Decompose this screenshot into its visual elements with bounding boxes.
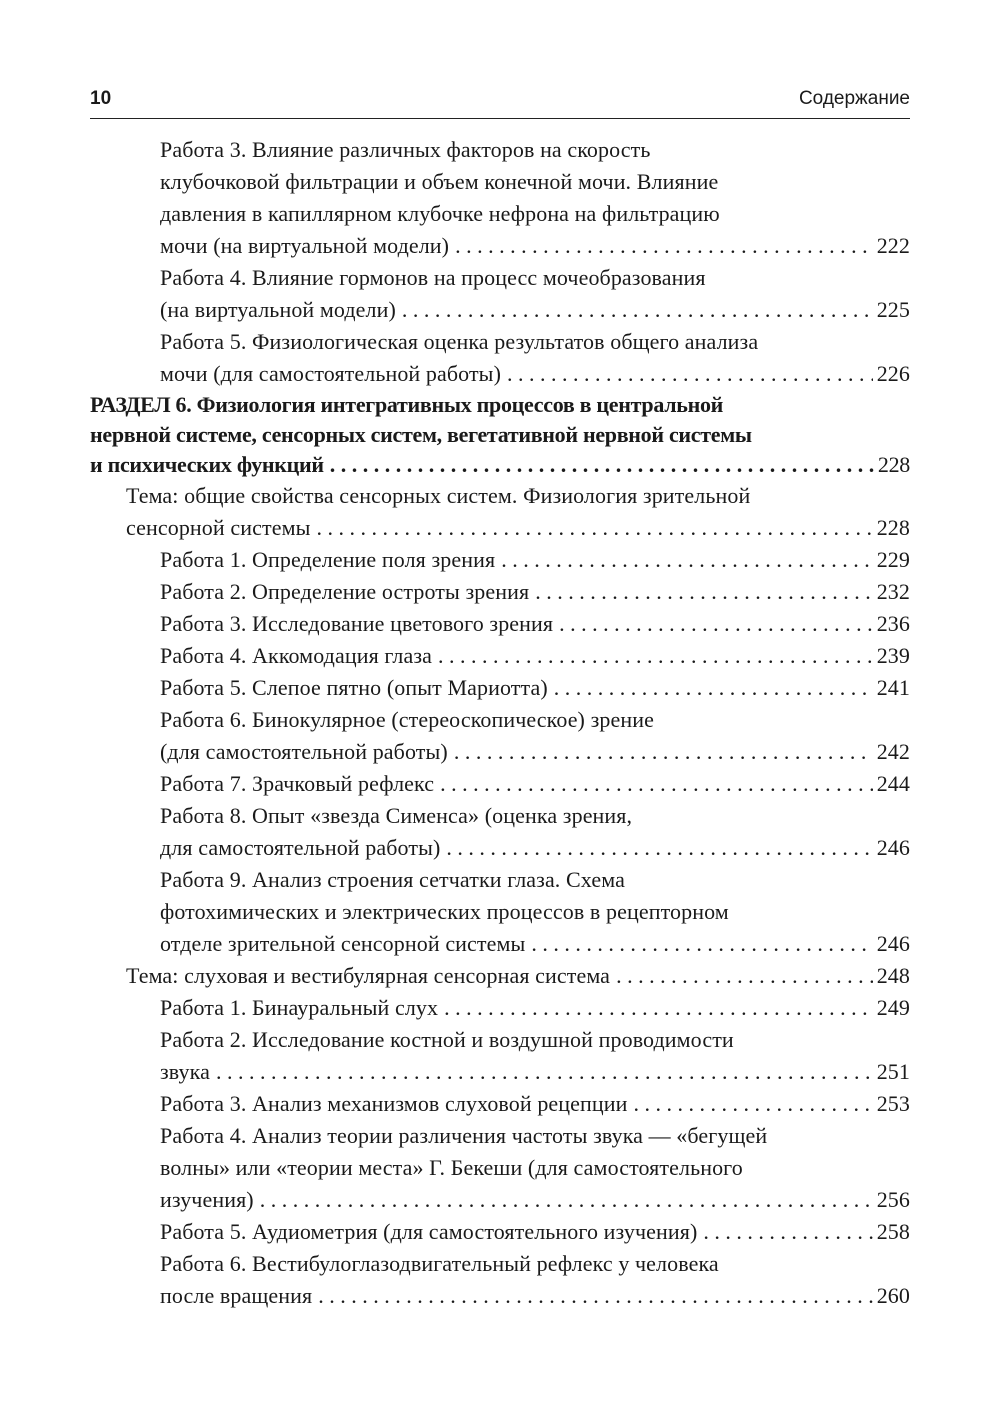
toc-entry-line: РАЗДЕЛ 6. Физиология интегративных процессов в центральной: [90, 392, 724, 417]
toc-leader-line: [160, 544, 910, 576]
dot-leader: [260, 1184, 873, 1216]
toc-entry[interactable]: [90, 1248, 910, 1312]
toc-page-number: 226: [876, 361, 910, 386]
toc-entry[interactable]: [90, 640, 910, 672]
toc-leader-line: [160, 1280, 910, 1312]
toc-leader-line: [160, 294, 910, 326]
toc-leader-line: [160, 672, 910, 704]
table-of-contents: [90, 134, 910, 1312]
toc-entry-line: Работа 3. Исследование цветового зрения: [160, 611, 554, 636]
toc-entry-line: Работа 5. Слепое пятно (опыт Мариотта): [160, 675, 548, 700]
dot-leader: [330, 450, 874, 480]
dot-leader: [316, 512, 872, 544]
dot-leader: [440, 768, 873, 800]
toc-page-number: 239: [876, 643, 910, 668]
toc-entry[interactable]: [90, 704, 910, 768]
toc-leader-line: [160, 358, 910, 390]
toc-entry-line: фотохимических и электрических процессов в рецепторном: [160, 899, 729, 924]
toc-entry-line: Тема: слуховая и вестибулярная сенсорная система: [126, 963, 611, 988]
toc-entry[interactable]: [90, 1024, 910, 1088]
toc-entry-line: Работа 2. Исследование костной и воздушной проводимости: [160, 1027, 734, 1052]
dot-leader: [535, 576, 872, 608]
toc-leader-line: [160, 576, 910, 608]
toc-page-number: 246: [876, 835, 910, 860]
dot-leader: [559, 608, 873, 640]
page-number: 10: [90, 88, 112, 109]
toc-page-number: 253: [876, 1091, 910, 1116]
dot-leader: [216, 1056, 873, 1088]
toc-page-number: 246: [876, 931, 910, 956]
toc-page-number: 244: [876, 771, 910, 796]
toc-leader-line: [160, 992, 910, 1024]
toc-entry-line: и психических функций: [90, 452, 324, 477]
toc-leader-line: [160, 928, 910, 960]
toc-entry-line: Работа 4. Анализ теории различения частоты звука — «бегущей: [160, 1123, 768, 1148]
toc-leader-line: [160, 1056, 910, 1088]
dot-leader: [402, 294, 873, 326]
toc-entry-line: волны» или «теории места» Г. Бекеши (для самостоятельного: [160, 1155, 743, 1180]
toc-entry-line: для самостоятельной работы): [160, 835, 441, 860]
toc-page-number: 248: [876, 963, 910, 988]
toc-entry-line: Работа 4. Аккомодация глаза: [160, 643, 432, 668]
toc-entry-line: Работа 5. Аудиометрия (для самостоятельного изучения): [160, 1219, 698, 1244]
toc-entry-line: Работа 4. Влияние гормонов на процесс мочеобразования: [160, 265, 706, 290]
toc-entry-line: Работа 1. Определение поля зрения: [160, 547, 496, 572]
dot-leader: [444, 992, 873, 1024]
toc-page-number: 256: [876, 1187, 910, 1212]
dot-leader: [446, 832, 872, 864]
toc-leader-line: [160, 230, 910, 262]
toc-page-number: 249: [876, 995, 910, 1020]
toc-entry[interactable]: [90, 1120, 910, 1216]
toc-topic[interactable]: [90, 480, 910, 544]
toc-entry-line: Работа 6. Вестибулоглазодвигательный рефлекс у человека: [160, 1251, 719, 1276]
dot-leader: [703, 1216, 872, 1248]
toc-leader-line: [160, 768, 910, 800]
toc-page-number: 225: [876, 297, 910, 322]
dot-leader: [501, 544, 872, 576]
toc-entry-line: Работа 3. Влияние различных факторов на скорость: [160, 137, 651, 162]
toc-entry[interactable]: [90, 134, 910, 262]
toc-entry[interactable]: [90, 262, 910, 326]
toc-entry-line: сенсорной системы: [126, 515, 311, 540]
toc-leader-line: [126, 960, 910, 992]
toc-page-number: 236: [876, 611, 910, 636]
toc-entry[interactable]: [90, 1088, 910, 1120]
toc-entry-line: Тема: общие свойства сенсорных систем. Физиология зрительной: [126, 483, 751, 508]
toc-entry[interactable]: [90, 800, 910, 864]
toc-page-number: 228: [877, 452, 910, 477]
toc-entry-line: мочи (для самостоятельной работы): [160, 361, 501, 386]
toc-entry-line: Работа 1. Бинауральный слух: [160, 995, 439, 1020]
toc-page-number: 242: [876, 739, 910, 764]
toc-entry-line: клубочковой фильтрации и объем конечной мочи. Влияние: [160, 169, 719, 194]
toc-page-number: 222: [876, 233, 910, 258]
toc-page-number: 260: [876, 1283, 910, 1308]
toc-leader-line: [160, 1216, 910, 1248]
toc-leader-line: [90, 450, 910, 480]
toc-page-number: 241: [876, 675, 910, 700]
toc-leader-line: [160, 608, 910, 640]
toc-entry[interactable]: [90, 864, 910, 960]
toc-section-heading[interactable]: [90, 390, 910, 480]
toc-leader-line: [160, 832, 910, 864]
dot-leader: [438, 640, 873, 672]
dot-leader: [454, 736, 873, 768]
toc-entry-line: нервной системе, сенсорных систем, вегетативной нервной системы: [90, 422, 752, 447]
toc-entry-line: звука: [160, 1059, 210, 1084]
toc-page-number: 229: [876, 547, 910, 572]
toc-entry[interactable]: [90, 1216, 910, 1248]
dot-leader: [318, 1280, 872, 1312]
dot-leader: [507, 358, 873, 390]
dot-leader: [554, 672, 873, 704]
toc-page-number: 258: [876, 1219, 910, 1244]
dot-leader: [531, 928, 872, 960]
toc-entry[interactable]: [90, 576, 910, 608]
toc-entry-line: (для самостоятельной работы): [160, 739, 448, 764]
toc-entry-line: Работа 8. Опыт «звезда Сименса» (оценка зрения,: [160, 803, 633, 828]
toc-leader-line: [126, 512, 910, 544]
dot-leader: [634, 1088, 873, 1120]
toc-entry[interactable]: [90, 326, 910, 390]
toc-leader-line: [160, 1088, 910, 1120]
toc-page-number: 251: [876, 1059, 910, 1084]
toc-leader-line: [160, 640, 910, 672]
toc-entry-line: Работа 2. Определение остроты зрения: [160, 579, 530, 604]
toc-leader-line: [160, 1184, 910, 1216]
toc-entry-line: Работа 5. Физиологическая оценка результатов общего анализа: [160, 329, 759, 354]
toc-entry-line: изучения): [160, 1187, 254, 1212]
toc-entry[interactable]: [90, 768, 910, 800]
toc-entry-line: мочи (на виртуальной модели): [160, 233, 450, 258]
toc-topic[interactable]: [90, 960, 910, 992]
toc-entry-line: давления в капиллярном клубочке нефрона на фильтрацию: [160, 201, 720, 226]
toc-entry-line: Работа 6. Бинокулярное (стереоскопическое) зрение: [160, 707, 654, 732]
toc-entry-line: отделе зрительной сенсорной системы: [160, 931, 526, 956]
toc-entry-line: после вращения: [160, 1283, 313, 1308]
toc-entry[interactable]: [90, 672, 910, 704]
toc-entry[interactable]: [90, 608, 910, 640]
toc-entry-line: Работа 3. Анализ механизмов слуховой рецепции: [160, 1091, 628, 1116]
toc-entry[interactable]: [90, 992, 910, 1024]
toc-entry-line: Работа 9. Анализ строения сетчатки глаза. Схема: [160, 867, 625, 892]
page-header: [90, 84, 910, 119]
dot-leader: [616, 960, 873, 992]
toc-entry[interactable]: [90, 544, 910, 576]
toc-leader-line: [160, 736, 910, 768]
toc-page-number: 232: [876, 579, 910, 604]
toc-entry-line: Работа 7. Зрачковый рефлекс: [160, 771, 435, 796]
dot-leader: [455, 230, 873, 262]
toc-page-number: 228: [876, 515, 910, 540]
running-head: Содержание: [798, 88, 910, 109]
toc-entry-line: (на виртуальной модели): [160, 297, 396, 322]
